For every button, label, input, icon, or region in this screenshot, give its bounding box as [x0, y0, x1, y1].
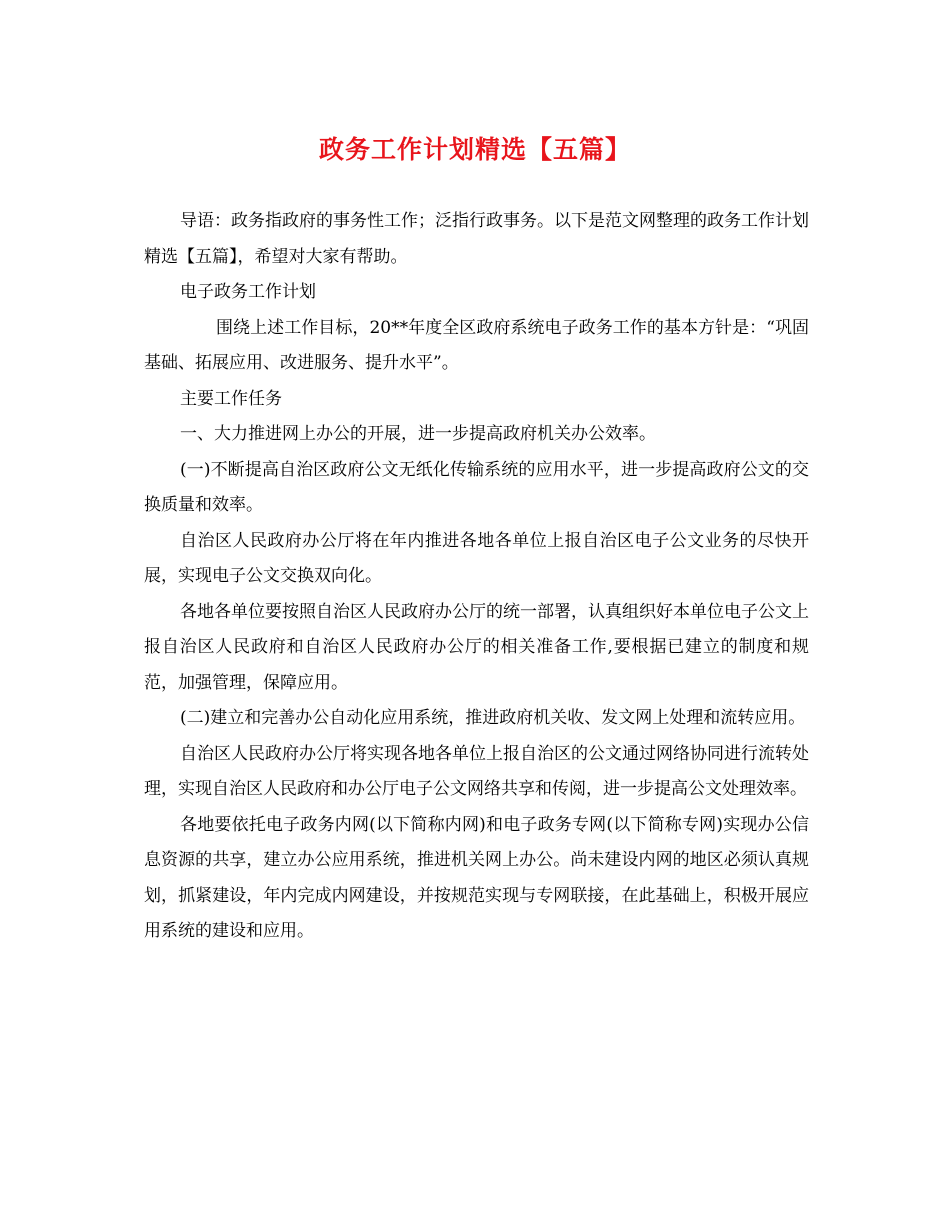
paragraph-units-requirement: 各地各单位要按照自治区人民政府办公厅的统一部署，认真组织好本单位电子公文上报自治区人民政府和自治区人民政府办公厅的相关准备工作,要根据已建立的制度和规范，加强管理，保障应用。 [144, 601, 809, 693]
section-heading-main-tasks: 主要工作任务 [180, 388, 282, 409]
paragraph-guideline: 围绕上述工作目标，20**年度全区政府系统电子政务工作的基本方针是：“巩固基础、拓展应用、改进服务、提升水平”。 [144, 317, 809, 373]
paragraph-office-plan-2: 自治区人民政府办公厅将实现各地各单位上报自治区的公文通过网络协同进行流转处理，实现自治区人民政府和办公厅电子公文网络共享和传阅，进一步提高公文处理效率。 [144, 743, 809, 799]
paragraph-subtask-1: (一)不断提高自治区政府公文无纸化传输系统的应用水平，进一步提高政府公文的交换质量和效率。 [144, 459, 809, 515]
document-title: 政务工作计划精选【五篇】 [318, 135, 631, 164]
document-body [144, 204, 809, 950]
section-heading-e-gov-plan: 电子政务工作计划 [180, 282, 316, 302]
paragraph-task-1: 一、大力推进网上办公的开展，进一步提高政府机关办公效率。 [180, 424, 656, 444]
paragraph-network-requirement: 各地要依托电子政务内网(以下简称内网)和电子政务专网(以下简称专网)实现办公信息资源的共享，建立办公应用系统，推进机关网上办公。尚未建设内网的地区必须认真规划，抓紧建设，年内完成内网建设，并按规范实现与专网联接，在此基础上，积极开展应用系统的建设和应用。 [144, 814, 809, 941]
paragraph-office-plan-1: 自治区人民政府办公厅将在年内推进各地各单位上报自治区电子公文业务的尽快开展，实现电子公文交换双向化。 [144, 530, 809, 586]
paragraph-subtask-2: (二)建立和完善办公自动化应用系统，推进政府机关收、发文网上处理和流转应用。 [180, 708, 806, 728]
paragraph-intro: 导语：政务指政府的事务性工作；泛指行政事务。以下是范文网整理的政务工作计划精选【五篇】，希望对大家有帮助。 [144, 211, 809, 267]
